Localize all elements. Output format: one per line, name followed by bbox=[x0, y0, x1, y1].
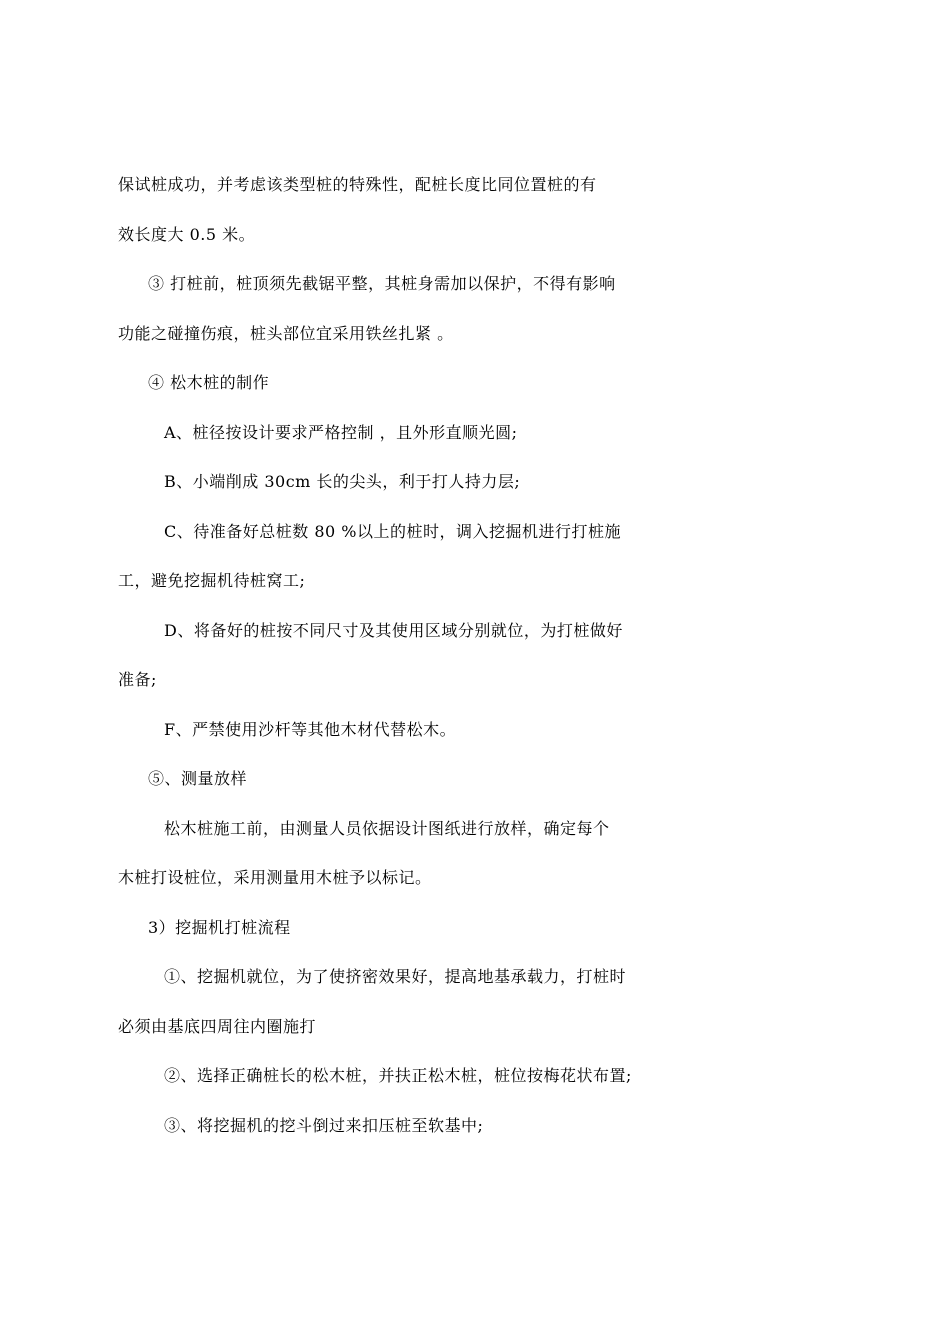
paragraph-item-3-pile-top-line-1: ③ 打桩前，桩顶须先截锯平整，其桩身需加以保护，不得有影响 bbox=[148, 274, 616, 293]
heading-item-4-pine-pile-making: ④ 松木桩的制作 bbox=[148, 373, 270, 392]
paragraph-item-f: F、严禁使用沙杆等其他木材代替松木。 bbox=[164, 720, 457, 739]
paragraph-test-pile-line-1: 保试桩成功，并考虑该类型桩的特殊性，配桩长度比同位置桩的有 bbox=[118, 175, 597, 194]
paragraph-item-d-line-2: 准备; bbox=[118, 670, 157, 689]
heading-excavator-piling-process: 3）挖掘机打桩流程 bbox=[148, 918, 291, 937]
paragraph-item-d-line-1: D、将备好的桩按不同尺寸及其使用区域分别就位，为打桩做好 bbox=[164, 621, 623, 640]
paragraph-survey-layout-line-2: 木桩打设桩位，采用测量用木桩予以标记。 bbox=[118, 868, 432, 887]
paragraph-item-3-pile-top-line-2: 功能之碰撞伤痕，桩头部位宜采用铁丝扎紧 。 bbox=[118, 324, 454, 343]
paragraph-survey-layout-line-1: 松木桩施工前，由测量人员依据设计图纸进行放样，确定每个 bbox=[164, 819, 610, 838]
heading-item-5-survey-layout: ⑤、测量放样 bbox=[148, 769, 248, 788]
paragraph-step-1-line-2: 必须由基底四周往内圈施打 bbox=[118, 1017, 317, 1036]
paragraph-item-c-line-1: C、待准备好总桩数 80 %以上的桩时，调入挖掘机进行打桩施 bbox=[164, 522, 621, 541]
paragraph-item-c-line-2: 工，避免挖掘机待桩窝工; bbox=[118, 571, 306, 590]
paragraph-test-pile-line-2: 效长度大 0.5 米。 bbox=[118, 225, 256, 244]
paragraph-step-2: ②、选择正确桩长的松木桩，并扶正松木桩，桩位按梅花状布置; bbox=[164, 1066, 632, 1085]
paragraph-step-3: ③、将挖掘机的挖斗倒过来扣压桩至软基中; bbox=[164, 1116, 484, 1135]
paragraph-step-1-line-1: ①、挖掘机就位，为了使挤密效果好，提高地基承载力，打桩时 bbox=[164, 967, 627, 986]
paragraph-item-b: B、小端削成 30cm 长的尖头，利于打人持力层; bbox=[164, 472, 521, 491]
paragraph-item-a: A、桩径按设计要求严格控制 ，且外形直顺光圆; bbox=[164, 423, 518, 442]
